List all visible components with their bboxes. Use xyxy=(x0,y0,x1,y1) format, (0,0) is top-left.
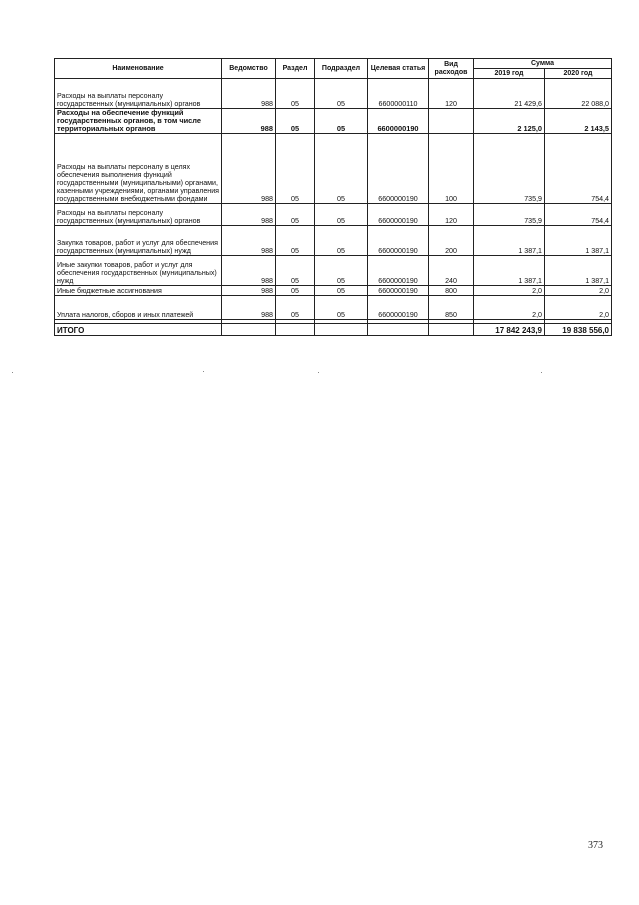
table-row xyxy=(55,286,612,296)
row-section: 05 xyxy=(276,286,315,296)
row-subsection: 05 xyxy=(315,226,368,256)
row-amount-2020: 2 143,5 xyxy=(545,109,612,134)
row-target-article: 6600000190 xyxy=(368,204,429,226)
row-section: 05 xyxy=(276,226,315,256)
col-header-sum: Сумма xyxy=(474,59,612,69)
row-amount-2020: 754,4 xyxy=(545,204,612,226)
table-row xyxy=(55,134,612,204)
total-2020: 19 838 556,0 xyxy=(545,324,612,336)
table-row xyxy=(55,109,612,134)
table-row xyxy=(55,296,612,320)
table-row xyxy=(55,226,612,256)
row-section: 05 xyxy=(276,256,315,286)
row-section: 05 xyxy=(276,79,315,109)
row-expense-type: 120 xyxy=(429,79,474,109)
row-target-article: 6600000190 xyxy=(368,296,429,320)
row-amount-2019: 2 125,0 xyxy=(474,109,545,134)
row-expense-type xyxy=(429,109,474,134)
row-target-article: 6600000190 xyxy=(368,226,429,256)
row-target-article: 6600000190 xyxy=(368,109,429,134)
row-dept: 988 xyxy=(222,256,276,286)
col-header-expense-type: Вид расходов xyxy=(429,59,474,79)
row-amount-2019: 735,9 xyxy=(474,134,545,204)
row-target-article: 6600000190 xyxy=(368,286,429,296)
row-dept: 988 xyxy=(222,296,276,320)
row-expense-type: 200 xyxy=(429,226,474,256)
table-body xyxy=(55,79,612,320)
table-row xyxy=(55,256,612,286)
row-amount-2019: 2,0 xyxy=(474,286,545,296)
row-name: Расходы на выплаты персоналу государственных (муниципальных) органов xyxy=(55,204,222,226)
total-row xyxy=(55,324,612,336)
row-subsection: 05 xyxy=(315,79,368,109)
row-name: Расходы на обеспечение функций государственных органов, в том числе территориальных органов xyxy=(55,109,222,134)
row-subsection: 05 xyxy=(315,204,368,226)
row-name: Иные бюджетные ассигнования xyxy=(55,286,222,296)
row-amount-2019: 21 429,6 xyxy=(474,79,545,109)
row-dept: 988 xyxy=(222,226,276,256)
row-subsection: 05 xyxy=(315,109,368,134)
col-header-subsection: Подраздел xyxy=(315,59,368,79)
row-expense-type: 120 xyxy=(429,204,474,226)
scan-speck xyxy=(318,372,319,373)
row-target-article: 6600000110 xyxy=(368,79,429,109)
row-name: Расходы на выплаты персоналу государственных (муниципальных) органов xyxy=(55,79,222,109)
row-section: 05 xyxy=(276,134,315,204)
row-amount-2019: 1 387,1 xyxy=(474,256,545,286)
scan-speck xyxy=(203,371,204,372)
row-dept: 988 xyxy=(222,134,276,204)
row-amount-2020: 754,4 xyxy=(545,134,612,204)
row-expense-type: 100 xyxy=(429,134,474,204)
row-subsection: 05 xyxy=(315,256,368,286)
row-subsection: 05 xyxy=(315,134,368,204)
row-name: Уплата налогов, сборов и иных платежей xyxy=(55,296,222,320)
row-dept: 988 xyxy=(222,109,276,134)
col-header-name: Наименование xyxy=(55,59,222,79)
row-amount-2020: 1 387,1 xyxy=(545,256,612,286)
table-row xyxy=(55,204,612,226)
row-dept: 988 xyxy=(222,79,276,109)
col-header-section: Раздел xyxy=(276,59,315,79)
budget-table xyxy=(54,58,612,336)
page-number: 373 xyxy=(588,840,603,851)
col-header-year-2019: 2019 год xyxy=(474,69,545,79)
scan-speck xyxy=(12,372,13,373)
row-amount-2019: 2,0 xyxy=(474,296,545,320)
total-label: ИТОГО xyxy=(55,324,222,336)
row-target-article: 6600000190 xyxy=(368,134,429,204)
row-expense-type: 850 xyxy=(429,296,474,320)
row-amount-2019: 1 387,1 xyxy=(474,226,545,256)
row-section: 05 xyxy=(276,204,315,226)
row-name: Иные закупки товаров, работ и услуг для обеспечения государственных (муниципальных) нужд xyxy=(55,256,222,286)
row-section: 05 xyxy=(276,109,315,134)
row-amount-2019: 735,9 xyxy=(474,204,545,226)
row-amount-2020: 22 088,0 xyxy=(545,79,612,109)
row-name: Закупка товаров, работ и услуг для обеспечения государственных (муниципальных) нужд xyxy=(55,226,222,256)
col-header-dept: Ведомство xyxy=(222,59,276,79)
row-amount-2020: 2,0 xyxy=(545,296,612,320)
row-target-article: 6600000190 xyxy=(368,256,429,286)
total-2019: 17 842 243,9 xyxy=(474,324,545,336)
scan-speck xyxy=(541,372,542,373)
col-header-target-article: Целевая статья xyxy=(368,59,429,79)
row-expense-type: 800 xyxy=(429,286,474,296)
row-section: 05 xyxy=(276,296,315,320)
col-header-year-2020: 2020 год xyxy=(545,69,612,79)
row-subsection: 05 xyxy=(315,286,368,296)
row-subsection: 05 xyxy=(315,296,368,320)
row-amount-2020: 1 387,1 xyxy=(545,226,612,256)
row-amount-2020: 2,0 xyxy=(545,286,612,296)
row-name: Расходы на выплаты персоналу в целях обеспечения выполнения функций государственными (муниципальными) органами, казенными учреждениями, органами управления государственными внебюджетными фондами xyxy=(55,134,222,204)
table-row xyxy=(55,79,612,109)
row-dept: 988 xyxy=(222,286,276,296)
row-dept: 988 xyxy=(222,204,276,226)
row-expense-type: 240 xyxy=(429,256,474,286)
